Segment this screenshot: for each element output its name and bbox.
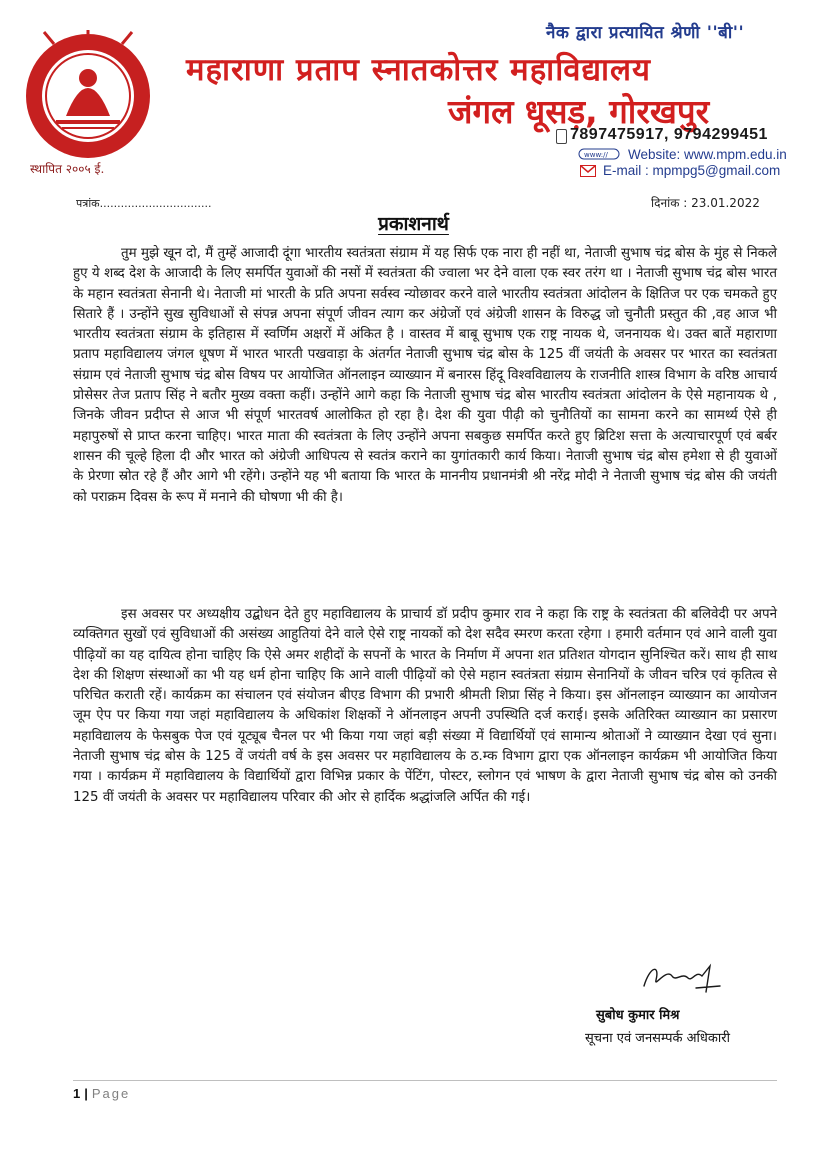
website-link[interactable]: Website: www.mpm.edu.in bbox=[628, 147, 787, 162]
signer-name: सुबोध कुमार मिश्र bbox=[596, 1008, 680, 1023]
signature-mark bbox=[636, 958, 726, 998]
established-year: स्थापित २००५ ई. bbox=[30, 162, 105, 176]
college-seal-logo bbox=[14, 30, 162, 165]
reference-number: पत्रांक................................ bbox=[76, 197, 212, 210]
phone-icon bbox=[556, 129, 567, 144]
accreditation-grade: नैक द्वारा प्रत्यायित श्रेणी ''बी'' bbox=[546, 23, 745, 43]
signer-designation: सूचना एवं जनसम्पर्क अधिकारी bbox=[585, 1031, 730, 1046]
phone-numbers: 7897475917, 9794299451 bbox=[570, 126, 768, 143]
document-date: दिनांक : 23.01.2022 bbox=[651, 196, 760, 210]
document-title: प्रकाशनार्थ bbox=[378, 213, 449, 235]
footer-separator: | bbox=[84, 1086, 88, 1101]
body-paragraph-1: तुम मुझे खून दो, मैं तुम्हें आजादी दूंगा भारतीय स्वतंत्रता संग्राम में यह सिर्फ एक नारा ही नहीं था, नेताजी सुभाष चंद्र बोस के मुंह से निकले हुए ये शब्द देश के आजादी के लिए समर्पित युवाओं की नसों में स्वतंत्रता की ज्वाला भर देने वाला एक स्वर तरंग था । नेताजी सुभाष चंद्र बोस भारत के महान स्वतंत्रता सेनानी थे। नेताजी मां भारती के प्रति अपना सर्वस्व न्योछावर करने वाले भारतीय स्वतंत्रता आंदोलन के क्षितिज पर एक चमकते हुए सितारे हैं । उन्होंने सुख सुविधाओं से संपन्न अपना संपूर्ण जीवन त्याग कर अंग्रेजों एवं अंग्रेजी शासन के विरुद्ध जो चुनौती प्रस्तुत की ,वह आज भी भारतीय स्वतंत्रता संग्राम के इतिहास में स्वर्णिम अक्षरों में अंकित है । वास्तव में बाबू सुभाष एक राष्ट्र नायक थे, जननायक थे। उक्त बातें महाराणा प्रताप महाविद्यालय जंगल धूषण में भारत भारती पखवाड़ा के अंतर्गत नेताजी सुभाष चंद्र बोस के 125 वीं जयंती के अवसर पर भारत का स्वतंत्रता संग्राम एवं नेताजी सुभाष चंद्र बोस विषय पर आयोजित ऑनलाइन व्याख्यान में बनारस हिंदू विश्वविद्यालय के राजनीति शास्त्र विभाग के वरिष्ठ आचार्य प्रोसेसर तेज प्रताप सिंह ने बतौर मुख्य वक्ता कहीं। उन्होंने आगे कहा कि नेताजी सुभाष चंद्र बोस भारतीय स्वतंत्रता आंदोलन के ऐसे महानायक थे , जिनके जीवन प्रदीप्त से आज भी संपूर्ण भारतवर्ष आलोकित हो रहा है। देश की युवा पीढ़ी को चुनौतियों का सामना करने का सामर्थ्य ऐसे ही महापुरुषों से प्राप्त करना चाहिए। भारत माता की स्वतंत्रता के लिए उन्होंने अपना सबकुछ समर्पित करते हुए ब्रिटिश सत्ता के अत्याचारपूर्ण एवं बर्बर शासन की चूल्हे हिला दी और भारत को अंग्रेजी आधिपत्य से स्वतंत्र कराने का युगांतकारी कार्य किया। नेताजी सुभाष चंद्र बोस हमेशा से ही युवाओं के प्रेरणा स्रोत रहे हैं और आगे भी रहेंगे। उन्होंने यह भी बताया कि भारत के माननीय प्रधानमंत्री श्री नरेंद्र मोदी ने नेताजी सुभाष चंद्र बोस की जयंती को पराक्रम दिवस के रूप में मनाने की घोषणा भी की है। bbox=[73, 246, 777, 505]
page-number: 1 bbox=[73, 1086, 81, 1101]
college-location: जंगल धूसड़, गोरखपुर bbox=[448, 92, 710, 131]
web-icon bbox=[578, 148, 620, 160]
page-label: Page bbox=[91, 1086, 131, 1101]
footer-divider bbox=[73, 1080, 777, 1081]
svg-text:www://: www:// bbox=[584, 151, 608, 159]
mail-icon bbox=[580, 165, 596, 177]
body-paragraph-2: इस अवसर पर अध्यक्षीय उद्बोधन देते हुए महाविद्यालय के प्राचार्य डॉ प्रदीप कुमार राव ने कहा कि राष्ट्र के स्वतंत्रता की बलिवेदी पर अपने व्यक्तिगत सुखों एवं सुविधाओं की असंख्य आहुतियां देने वाले ऐसे राष्ट्र नायकों को देश सदैव स्मरण करता रहेगा । हमारी वर्तमान एवं आने वाली युवा पीढ़ियों का यह दायित्व होना चाहिए कि ऐसे अमर शहीदों के सपनों के भारत के निर्माण में अपना शत प्रतिशत योगदान सुनिश्चित करें। साथ ही साथ देश की शिक्षण संस्थाओं का भी यह धर्म होना चाहिए कि आने वाली पीढ़ियों को ऐसे महान स्वतंत्रता संग्राम सेनानियों के जीवन चरित्र एवं कृतित्व से परिचित कराती रहें। कार्यक्रम का संचालन एवं संयोजन बीएड विभाग की प्रभारी श्रीमती शिप्रा सिंह ने किया। इस ऑनलाइन व्याख्यान का आयोजन जूम ऐप पर किया गया जहां महाविद्यालय के अधिकांश शिक्षकों ने ऑनलाइन अपनी उपस्थिति दर्ज कराई। इसके अतिरिक्त व्याख्यान का प्रसारण महाविद्यालय के फेसबुक पेज एवं यूट्यूब चैनल पर भी किया गया जहां बड़ी संख्या में विद्यार्थियों एवं सामान्य श्रोताओं ने व्याख्यान देखा एवं सुना। नेताजी सुभाष चंद्र बोस के 125 वें जयंती वर्ष के इस अवसर पर महाविद्यालय के ठ.म्क विभाग द्वारा एक ऑनलाइन कार्यक्रम भी आयोजित किया गया । कार्यक्रम में महाविद्यालय के विद्यार्थियों द्वारा विभिन्न प्रकार के पेंटिंग, पोस्टर, स्लोगन एवं भाषण के द्वारा नेताजी सुभाष चंद्र बोस को उनकी 125 वीं जयंती के अवसर पर महाविद्यालय परिवार की ओर से हार्दिक श्रद्धांजलि अर्पित की गई। bbox=[73, 607, 777, 805]
email-link[interactable]: E-mail : mpmpg5@gmail.com bbox=[603, 163, 781, 178]
page-footer bbox=[73, 1086, 130, 1101]
college-name: महाराणा प्रताप स्नातकोत्तर महाविद्यालय bbox=[186, 52, 652, 88]
